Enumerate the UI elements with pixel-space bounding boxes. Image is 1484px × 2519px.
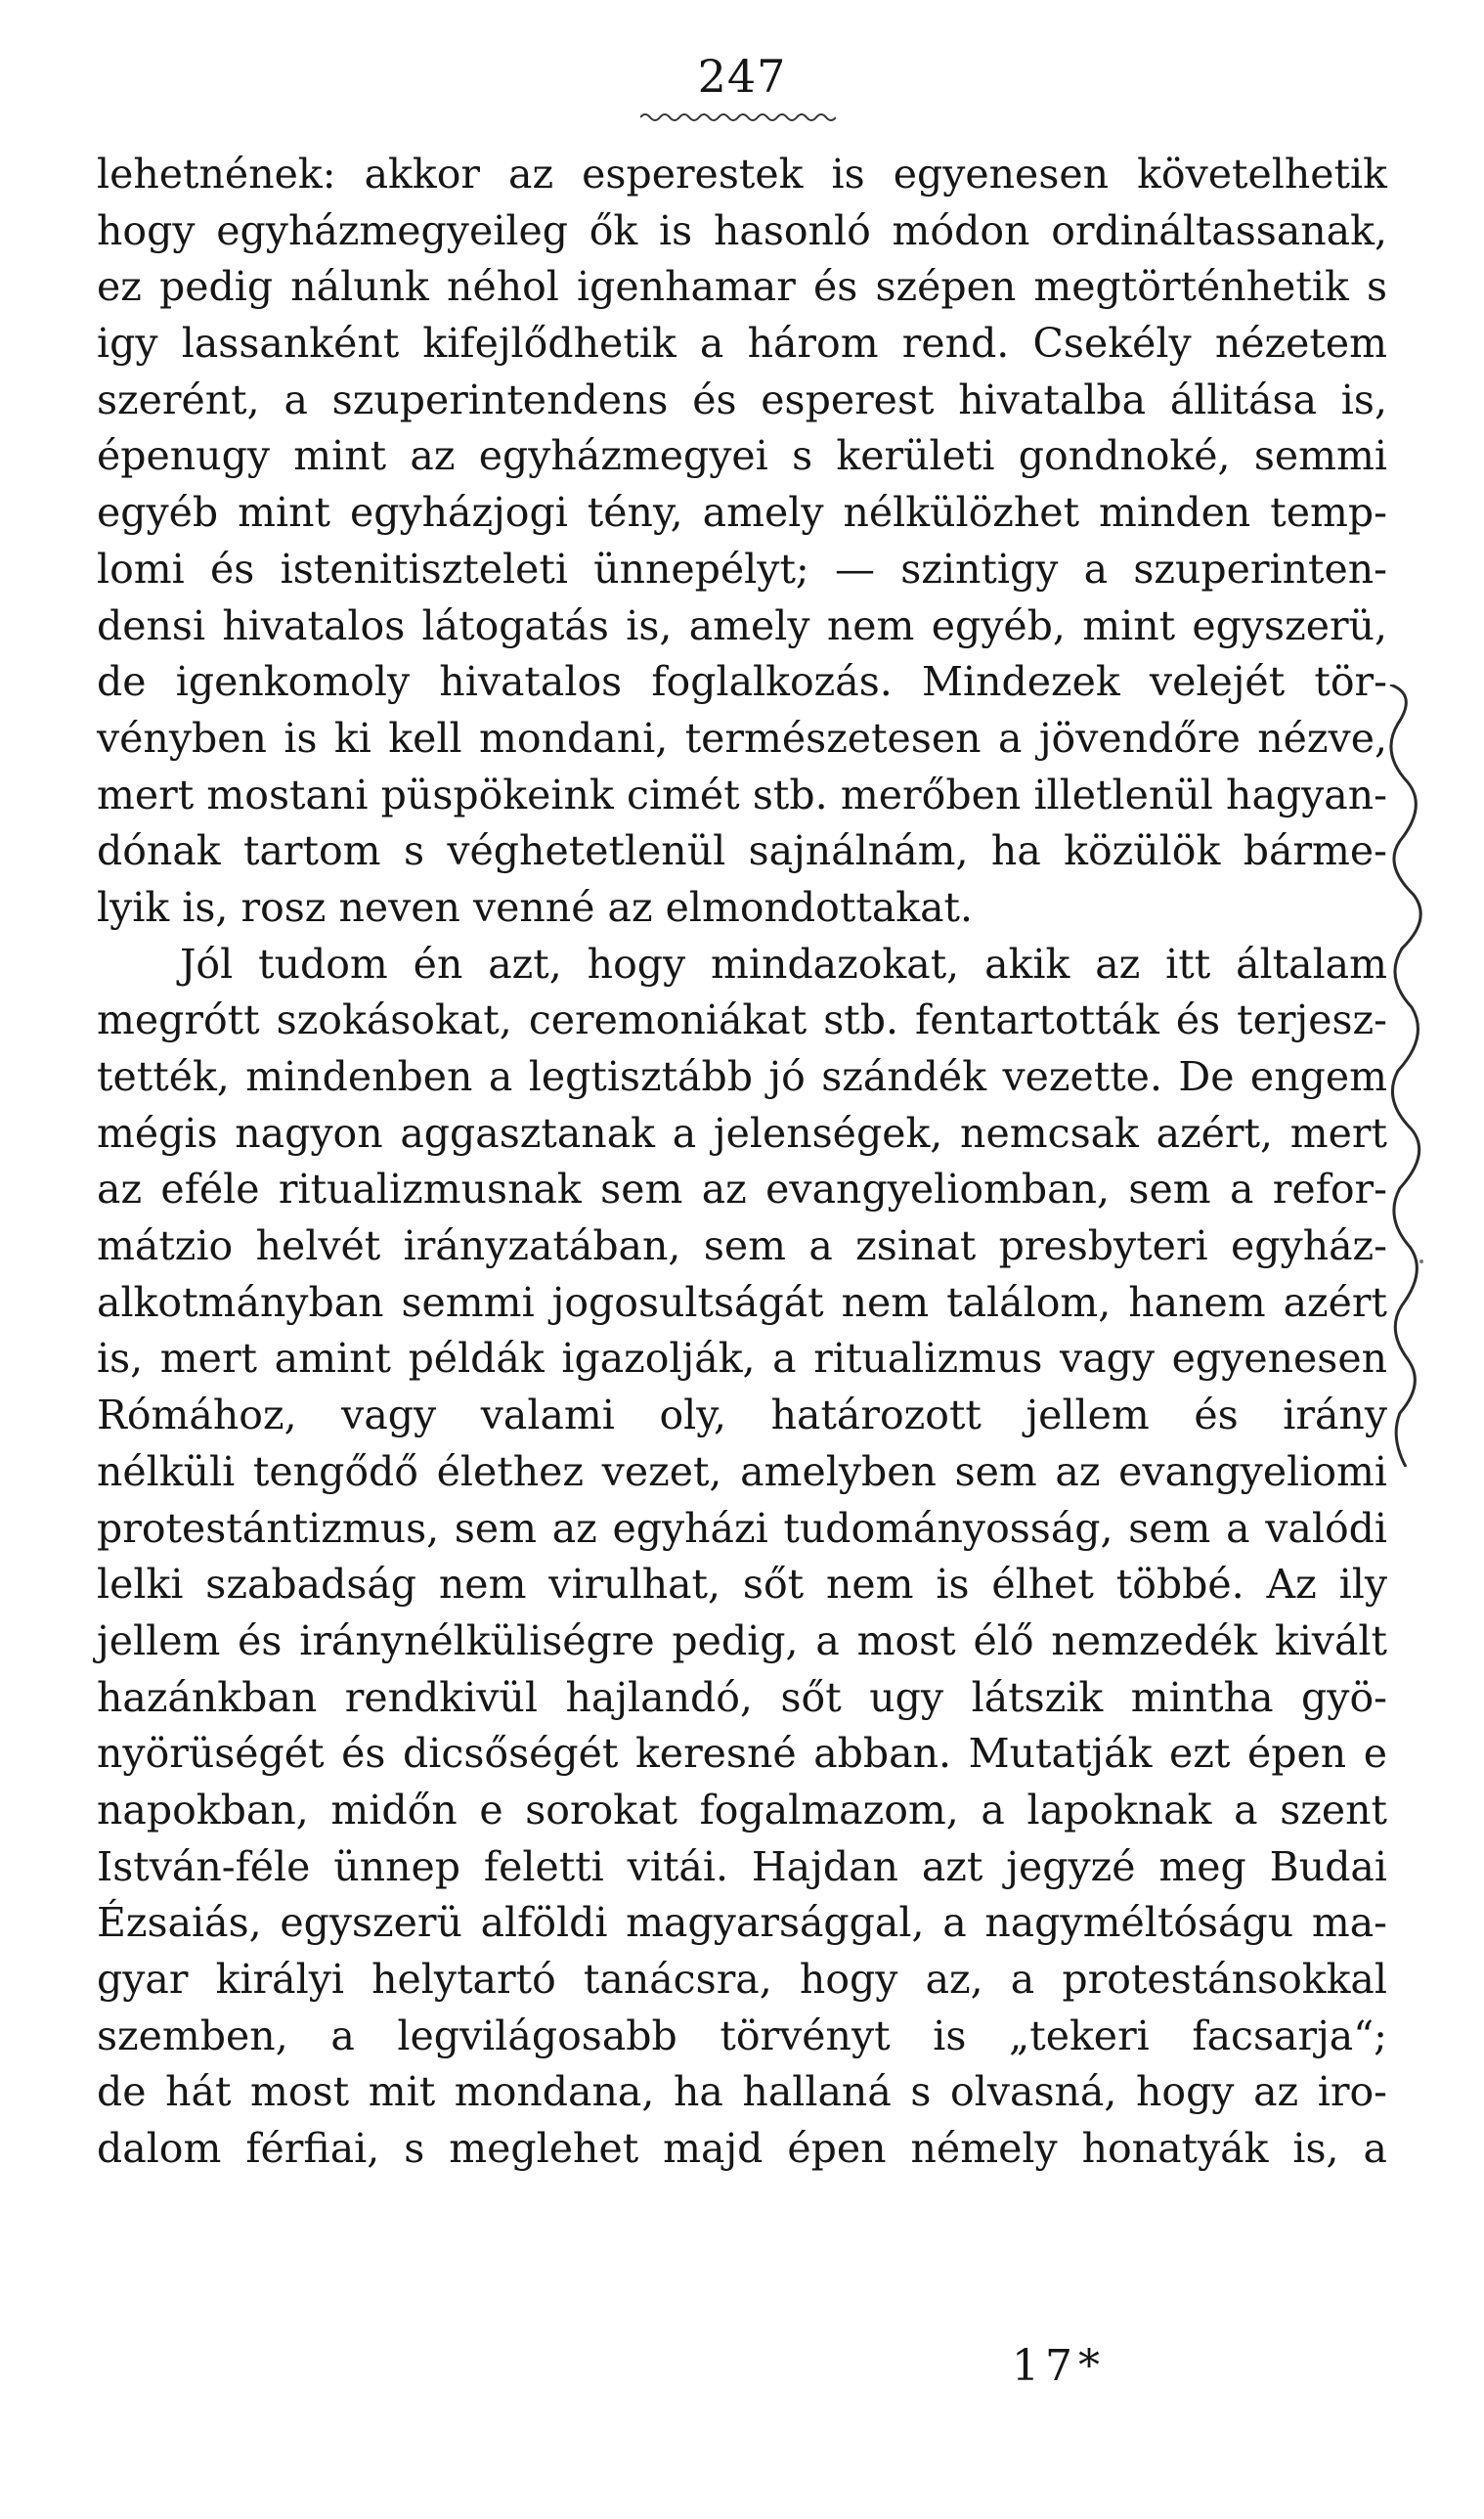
text-line: vényben is ki kell mondani, természetesen a jövendőre nézve,	[97, 714, 1387, 762]
text-line: igy lassanként kifejlődhetik a három rend. Csekély nézetem	[97, 320, 1387, 368]
text-line: alkotmányban semmi jogosultságát nem találom, hanem azért	[97, 1278, 1387, 1326]
text-line: megrótt szokásokat, ceremoniákat stb. fentartották és terjesz-	[97, 996, 1387, 1044]
text-line: mert mostani püspökeink cimét stb. merőben illetlenül hagyan-	[97, 771, 1387, 818]
margin-brace-mark	[1378, 685, 1437, 1467]
text-line: egyéb mint egyházjogi tény, amely nélkülözhet minden temp-	[97, 489, 1387, 537]
text-line: mégis nagyon aggasztanak a jelenségek, nemcsak azért, mert	[97, 1109, 1387, 1157]
text-line: Ézsaiás, egyszerü alföldi magyarsággal, a nagyméltóságu ma-	[97, 1899, 1387, 1947]
text-line: hogy egyházmegyeileg ők is hasonló módon ordináltassanak,	[97, 206, 1387, 254]
text-line: az eféle ritualizmusnak sem az evangyeliomban, sem a refor-	[97, 1166, 1387, 1214]
text-line: Rómához, vagy valami oly, határozott jellem és irány	[97, 1392, 1387, 1439]
text-line: szerént, a szuperintendens és esperest hivatalba állitása is,	[97, 376, 1387, 423]
margin-speck	[1419, 1260, 1423, 1263]
paragraph-start-line: Jól tudom én azt, hogy mindazokat, akik az itt általam	[180, 940, 1387, 988]
text-line: lehetnének: akkor az esperestek is egyenesen követelhetik	[97, 151, 1387, 198]
text-line: dónak tartom s véghetetlenül sajnálnám, ha közülök bárme-	[97, 827, 1387, 875]
text-line: lelki szabadság nem virulhat, sőt nem is élhet többé. Az ily	[97, 1561, 1387, 1609]
text-line: épenugy mint az egyházmegyei s kerületi gondnoké, semmi	[97, 432, 1387, 480]
text-line: de igenkomoly hivatalos foglalkozás. Mindezek velejét tör-	[97, 658, 1387, 706]
text-line: nyörüségét és dicsőségét keresné abban. Mutatják ezt épen e	[97, 1730, 1387, 1778]
text-line: protestántizmus, sem az egyházi tudományosság, sem a valódi	[97, 1504, 1387, 1552]
signature-mark: 17*	[1012, 2341, 1106, 2391]
body-text	[97, 147, 1387, 2178]
text-line: jellem és iránynélküliségre pedig, a most élő nemzedék kivált	[97, 1616, 1387, 1664]
text-line: densi hivatalos látogatás is, amely nem egyéb, mint egyszerü,	[97, 601, 1387, 649]
text-line: tették, mindenben a legtisztább jó szándék vezette. De engem	[97, 1053, 1387, 1100]
text-line: szemben, a legvilágosabb törvényt is „tekeri facsarja“;	[97, 2011, 1387, 2059]
wavy-rule-ornament	[640, 110, 836, 125]
text-line: lomi és istenitiszteleti ünnepélyt; — szintigy a szuperinten-	[97, 545, 1387, 593]
text-line: mátzio helvét irányzatában, sem a zsinat presbyteri egyház-	[97, 1222, 1387, 1270]
text-line: ez pedig nálunk néhol igenhamar és szépen megtörténhetik s	[97, 263, 1387, 311]
text-line: is, mert amint példák igazolják, a ritualizmus vagy egyenesen	[97, 1335, 1387, 1383]
text-line: de hát most mit mondana, ha hallaná s olvasná, hogy az iro-	[97, 2068, 1387, 2116]
page-number: 247	[697, 50, 787, 103]
text-line: hazánkban rendkivül hajlandó, sőt ugy látszik mintha gyö-	[97, 1673, 1387, 1721]
paragraph-end-line: lyik is, rosz neven venné az elmondottakat.	[97, 883, 974, 931]
text-line: dalom férfiai, s meglehet majd épen némely honatyák is, a	[97, 2125, 1387, 2173]
text-line: napokban, midőn e sorokat fogalmazom, a lapoknak a szent	[97, 1786, 1387, 1834]
text-line: István-féle ünnep feletti vitái. Hajdan azt jegyzé meg Budai	[97, 1842, 1387, 1890]
text-line: gyar királyi helytartó tanácsra, hogy az, a protestánsokkal	[97, 1956, 1387, 2003]
text-line: nélküli tengődő élethez vezet, amelyben sem az evangyeliomi	[97, 1447, 1387, 1495]
